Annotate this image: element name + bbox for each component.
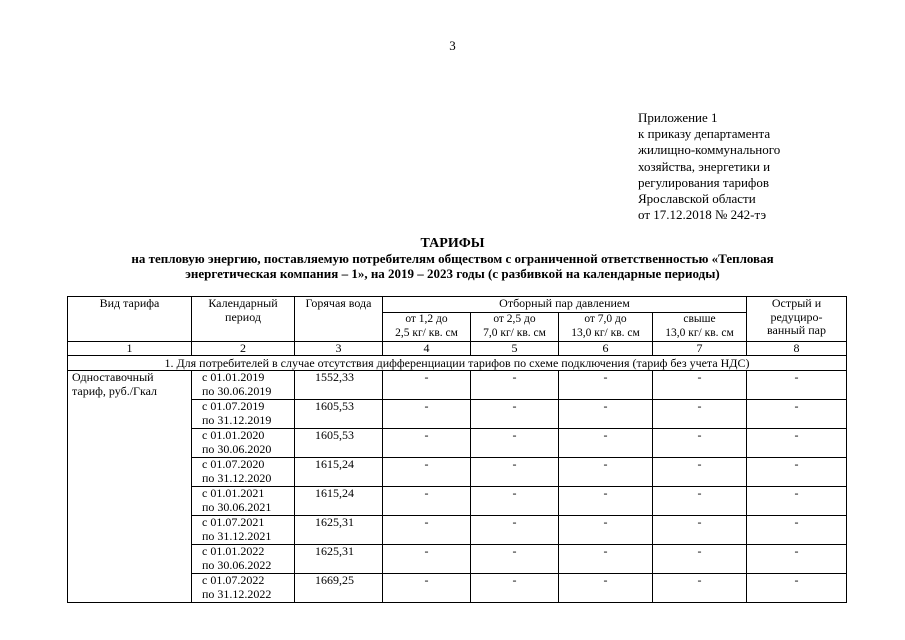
period-to: по 31.12.2019 — [202, 412, 272, 427]
document-title: ТАРИФЫ — [420, 236, 485, 251]
tariff-value: - — [383, 516, 471, 545]
tariff-value: - — [471, 400, 559, 429]
tariff-value: - — [653, 545, 747, 574]
hot-water-value: 1669,25 — [295, 574, 383, 603]
hot-water-value: 1605,53 — [295, 400, 383, 429]
tariff-value: - — [559, 516, 653, 545]
period-cell — [192, 487, 295, 516]
tariff-value: - — [471, 574, 559, 603]
header-acute-steam-line: редуциро- — [770, 309, 823, 324]
period-cell — [192, 574, 295, 603]
period-cell — [192, 400, 295, 429]
document-subtitle-line: энергетическая компания – 1», на 2019 – 2023 годы (с разбивкой на календарные периоды) — [185, 265, 720, 281]
tariff-value: - — [559, 429, 653, 458]
header-steam-1 — [383, 313, 471, 342]
tariff-value: - — [383, 487, 471, 516]
header-line: 7,0 кг/ кв. см — [483, 326, 546, 339]
tariff-value: - — [653, 400, 747, 429]
tariff-value: - — [559, 487, 653, 516]
tariff-value: - — [747, 371, 847, 400]
tariff-value: - — [383, 400, 471, 429]
period-to: по 31.12.2022 — [202, 586, 272, 601]
period-from: с 01.07.2022 — [202, 573, 265, 587]
appendix-line: к приказу департамента — [638, 126, 771, 142]
header-row — [68, 297, 847, 313]
tariff-value: - — [559, 400, 653, 429]
period-to: по 30.06.2019 — [202, 383, 272, 398]
tariff-value: - — [653, 458, 747, 487]
tariff-value: - — [471, 429, 559, 458]
column-number: 4 — [383, 342, 471, 356]
tariff-label — [68, 371, 192, 603]
period-cell — [192, 516, 295, 545]
header-hot-water: Горячая вода — [295, 297, 383, 342]
hot-water-value: 1625,31 — [295, 516, 383, 545]
column-number: 6 — [559, 342, 653, 356]
tariff-value: - — [653, 371, 747, 400]
tariff-value: - — [383, 429, 471, 458]
column-number: 5 — [471, 342, 559, 356]
period-cell — [192, 371, 295, 400]
appendix-line: жилищно-коммунального — [638, 142, 781, 158]
tariff-value: - — [471, 371, 559, 400]
period-from: с 01.07.2021 — [202, 515, 265, 529]
tariff-value: - — [383, 458, 471, 487]
tariff-value: - — [747, 400, 847, 429]
header-line: от 1,2 до — [405, 313, 448, 325]
header-acute-steam-line: Острый и — [771, 296, 822, 310]
tariff-value: - — [559, 371, 653, 400]
appendix-line: Приложение 1 — [638, 110, 718, 125]
header-line: от 2,5 до — [493, 313, 536, 325]
period-from: с 01.01.2021 — [202, 486, 265, 500]
period-cell — [192, 458, 295, 487]
document-subtitle-line: на тепловую энергию, поставляемую потребителям обществом с ограниченной ответственностью «Тепловая — [131, 251, 774, 266]
period-to: по 31.12.2020 — [202, 470, 272, 485]
header-acute-steam-line: ванный пар — [767, 323, 826, 337]
header-period: Календарный период — [192, 297, 295, 342]
hot-water-value: 1615,24 — [295, 487, 383, 516]
period-to: по 31.12.2021 — [202, 528, 272, 543]
column-number: 8 — [747, 342, 847, 356]
column-number: 7 — [653, 342, 747, 356]
appendix-line: от 17.12.2018 № 242-тэ — [638, 207, 767, 223]
page-number: 3 — [449, 38, 456, 53]
header-line: свыше — [683, 313, 716, 325]
tariff-value: - — [747, 516, 847, 545]
section-title: 1. Для потребителей в случае отсутствия дифференциации тарифов по схеме подключения (тариф без учета НДС) — [68, 356, 847, 371]
period-to: по 30.06.2020 — [202, 441, 272, 456]
tariff-label-line: тариф, руб./Гкал — [72, 383, 158, 398]
header-line: 13,0 кг/ кв. см — [665, 326, 734, 339]
tariff-value: - — [747, 458, 847, 487]
tariff-value: - — [653, 429, 747, 458]
tariff-value: - — [471, 516, 559, 545]
tariff-value: - — [559, 458, 653, 487]
column-number: 3 — [295, 342, 383, 356]
header-line: от 7,0 до — [584, 313, 627, 325]
header-steam-group: Отборный пар давлением — [383, 297, 747, 313]
header-line: 2,5 кг/ кв. см — [395, 326, 458, 339]
tariff-value: - — [653, 487, 747, 516]
column-number: 1 — [68, 342, 192, 356]
appendix-line: Ярославской области — [638, 191, 756, 207]
tariff-value: - — [747, 487, 847, 516]
section-row — [68, 356, 847, 371]
tariff-value: - — [747, 429, 847, 458]
header-steam-3 — [559, 313, 653, 342]
tariff-value: - — [383, 371, 471, 400]
column-number: 2 — [192, 342, 295, 356]
hot-water-value: 1625,31 — [295, 545, 383, 574]
tariff-value: - — [383, 574, 471, 603]
tariff-value: - — [471, 458, 559, 487]
document-heading — [0, 236, 905, 281]
tariff-value: - — [471, 545, 559, 574]
period-from: с 01.01.2019 — [202, 370, 265, 384]
period-cell — [192, 545, 295, 574]
tariff-value: - — [653, 516, 747, 545]
column-number-row — [68, 342, 847, 356]
header-tariff-type: Вид тарифа — [68, 297, 192, 342]
header-acute-steam — [747, 297, 847, 342]
appendix-line: хозяйства, энергетики и — [638, 158, 771, 174]
tariff-value: - — [653, 574, 747, 603]
hot-water-value: 1615,24 — [295, 458, 383, 487]
tariff-label-line: Одноставочный — [72, 370, 154, 384]
tariff-table — [67, 296, 847, 603]
appendix-line: регулирования тарифов — [638, 174, 769, 190]
header-line: 13,0 кг/ кв. см — [571, 326, 640, 339]
hot-water-value: 1552,33 — [295, 371, 383, 400]
tariff-value: - — [747, 574, 847, 603]
period-cell — [192, 429, 295, 458]
tariff-value: - — [747, 545, 847, 574]
period-from: с 01.07.2019 — [202, 399, 265, 413]
period-to: по 30.06.2022 — [202, 557, 272, 572]
period-from: с 01.01.2020 — [202, 428, 265, 442]
appendix-note — [638, 110, 780, 223]
tariff-value: - — [383, 545, 471, 574]
tariff-value: - — [559, 574, 653, 603]
table-row — [68, 371, 847, 400]
header-steam-2 — [471, 313, 559, 342]
period-from: с 01.07.2020 — [202, 457, 265, 471]
period-from: с 01.01.2022 — [202, 544, 265, 558]
header-steam-4 — [653, 313, 747, 342]
tariff-value: - — [471, 487, 559, 516]
period-to: по 30.06.2021 — [202, 499, 272, 514]
hot-water-value: 1605,53 — [295, 429, 383, 458]
tariff-value: - — [559, 545, 653, 574]
